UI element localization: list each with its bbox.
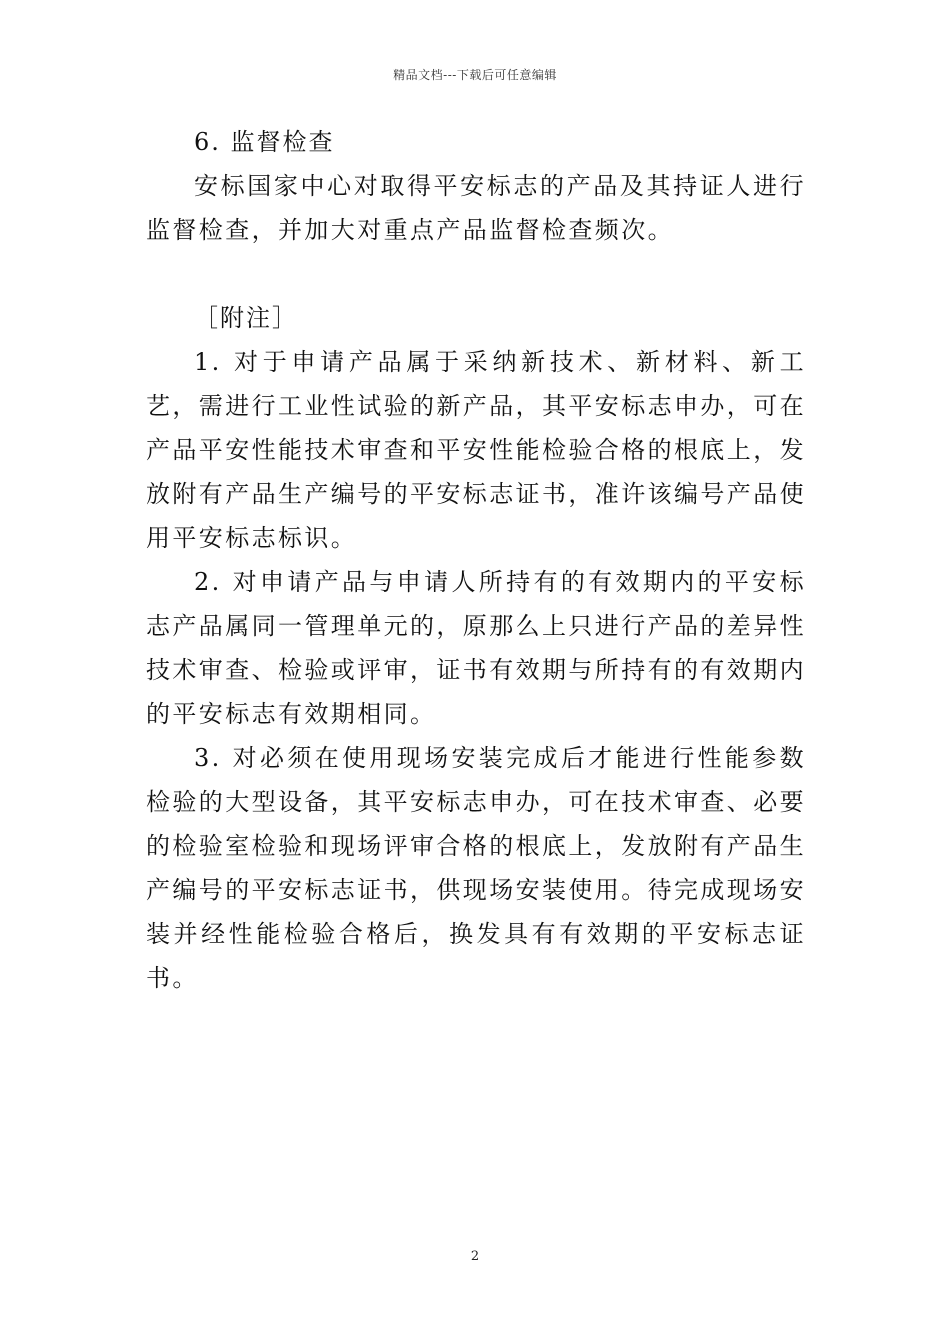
note-item-3: 3. 对必须在使用现场安装完成后才能进行性能参数检验的大型设备，其平安标志申办，可在技术审查、必要的检验室检验和现场评审合格的根底上，发放附有产品生产编号的平安标志证书，供现场安装使用。待完成现场安装并经性能检验合格后，换发具有有效期的平安标志证书。 [146, 744, 806, 992]
note-item-1: 1. 对于申请产品属于采纳新技术、新材料、新工艺，需进行工业性试验的新产品，其平安标志申办，可在产品平安性能技术审查和平安性能检验合格的根底上，发放附有产品生产编号的平安标志证书，准许该编号产品使用平安标志标识。 [146, 348, 806, 552]
section-title: 6. 监督检查 [194, 128, 335, 156]
document-body [146, 120, 806, 1000]
page-header: 精品文档---下载后可任意编辑 [393, 68, 557, 82]
notes-title: ［附注］ [194, 304, 298, 332]
section-paragraph: 安标国家中心对取得平安标志的产品及其持证人进行监督检查，并加大对重点产品监督检查频次。 [146, 172, 806, 244]
spacer [146, 252, 806, 296]
page-number: 2 [470, 1249, 480, 1264]
note-item-2: 2. 对申请产品与申请人所持有的有效期内的平安标志产品属同一管理单元的，原那么上只进行产品的差异性技术审查、检验或评审，证书有效期与所持有的有效期内的平安标志有效期相同。 [146, 568, 806, 728]
